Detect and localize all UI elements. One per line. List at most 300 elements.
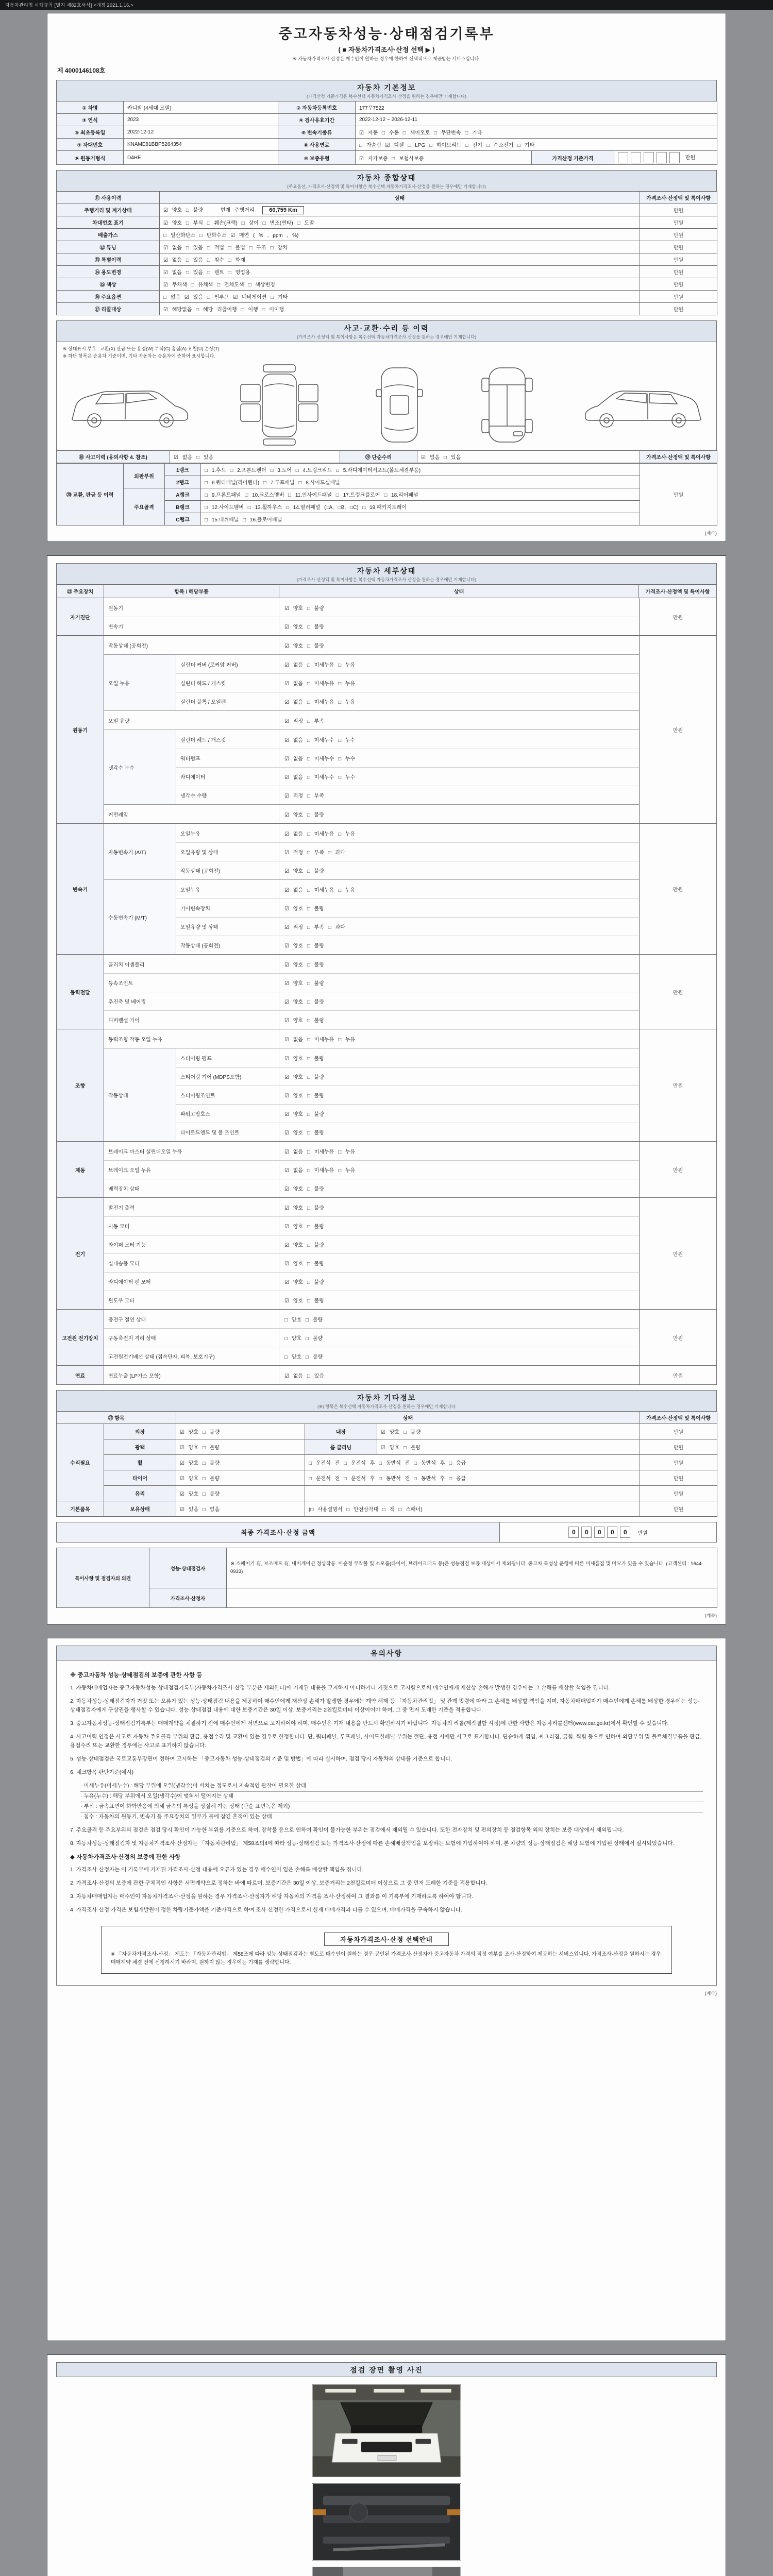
detail-row-name: 시동 모터 — [104, 1217, 279, 1235]
overall-header — [56, 170, 717, 191]
overall-price-cell: 만원 — [640, 291, 717, 303]
detail-row-state: ☑ 양호 □ 불량 — [284, 1130, 324, 1136]
etc-item-state: ☑ 양호 □ 불량 — [176, 1470, 305, 1486]
field-value-car-name: 카니발 (4세대 모델) — [124, 101, 278, 114]
etc-item-state: ☑ 있음 □ 없음 — [176, 1501, 305, 1517]
field-value-fuel: □ 가솔린 ☑ 디젤 □ LPG □ 하이브리드 □ 전기 □ 수소전기 □ 기타 — [356, 139, 717, 151]
basic-info-note: (가격산정 기준가격은 복수선택 자동차가격조사·산정을 원하는 경우에만 기재합니다) — [306, 94, 467, 99]
detail-row-name: 변속기 — [104, 617, 279, 635]
digit-box: 0 — [594, 1527, 604, 1538]
detail-row-name: 윈도우 모터 — [104, 1291, 279, 1309]
form-code-text: 자동차관리법 시행규칙 [별지 제82호서식] <개정 2021.1.16.> — [5, 3, 133, 8]
notices-header — [56, 1646, 717, 1660]
detail-subgroup-rows — [104, 711, 639, 730]
field-value-first-registered: 2022-12-12 — [124, 126, 278, 139]
detail-row — [104, 1010, 639, 1029]
detail-group-body — [104, 1029, 639, 1141]
detail-row — [176, 917, 639, 936]
notice-paragraph: · 부식 : 금속표면이 화학반응에 의해 금속의 특성을 상실해 가는 상태 (단순 표면녹은 제외) — [80, 1802, 703, 1811]
final-price-unit: 만원 — [637, 1530, 648, 1536]
etc-item-label: 보유상태 — [104, 1501, 176, 1517]
detail-row-state: ☑ 없음 □ 미세누유 □ 누유 — [284, 887, 356, 893]
accident-history-state: ☑ 없음 □ 있음 — [170, 451, 340, 463]
rank-label: 1랭크 — [165, 464, 201, 476]
detail-row-state: ☑ 양호 □ 불량 — [284, 1187, 324, 1192]
opinion-label: 특이사항 및 점검자의 의견 — [57, 1548, 149, 1608]
basic-items-list: (□ 사용설명서 □ 안전삼각대 □ 잭 □ 스패너) — [305, 1501, 640, 1517]
detail-row — [176, 692, 639, 710]
section-notices — [56, 1646, 717, 1986]
detail-column-header — [56, 584, 717, 598]
field-label-warranty-type: ⑩ 보증유형 — [278, 151, 356, 165]
detail-row-name: 라디에이터 팬 모터 — [104, 1273, 279, 1291]
detail-row — [176, 842, 639, 861]
basic-info-title: 자동차 기본정보 — [357, 83, 416, 92]
detail-subgroup — [104, 879, 639, 954]
field-label-vin: ⑦ 차대번호 — [57, 139, 124, 151]
detail-row-state: ☑ 양호 □ 불량 — [284, 643, 324, 649]
notice-paragraph: 1. 가격조사·산정자는 이 기록부에 기재된 가격조사·산정 내용에 오류가 있는 경우 매수인이 입은 손해를 배상할 책임을 집니다. — [70, 1867, 364, 1873]
detail-row — [104, 598, 639, 617]
detail-subgroup-label: 냉각수 누수 — [104, 730, 176, 804]
detail-row — [104, 636, 639, 654]
accident-history-label: ⑱ 사고이력 (유의사항 4. 참조) — [57, 451, 170, 463]
etc-note: (※) 항목은 복수선택 자동차가격조사·산정을 원하는 경우에만 기재합니다 — [317, 1404, 456, 1409]
etc-price-cell: 만원 — [640, 1439, 717, 1455]
etc-item-state: ☑ 양호 □ 불량 — [377, 1424, 640, 1439]
detail-group-price: 만원 — [639, 1142, 716, 1197]
detail-row-name: 실린더 커버 (로커암 커버) — [176, 655, 279, 673]
etc-col-item: ㉒ 항목 — [57, 1412, 176, 1424]
etc-price-cell: 만원 — [640, 1424, 717, 1439]
overall-price-cell: 만원 — [640, 216, 717, 229]
etc-item-state: ☑ 양호 □ 불량 — [176, 1486, 305, 1501]
notice-paragraph: 3. 중고자동차성능·상태점검기록부는 매매계약을 체결하기 전에 매수인에게 서면으로 고지하여야 하며, 매수인은 기재 내용을 반드시 확인하시기 바랍니다. 자동차의 리콜(제작결함 시정)에 관한 사항은 자동차리콜센터(www.car.go.kr)에서 확인할 수 있습니다. — [70, 1720, 669, 1726]
detail-row-name: 라디에이터 — [176, 768, 279, 786]
overall-state-cell: □ 일산화탄소 □ 탄화수소 ☑ 매연 ( % , ppm , %) — [160, 229, 640, 241]
detail-row — [176, 673, 639, 692]
etc-item-label: 내장 — [305, 1424, 377, 1439]
detail-row-state: ☑ 양호 □ 불량 — [284, 1224, 324, 1230]
field-value-inspection-period: 2022-12-12 ~ 2026-12-11 — [356, 114, 717, 126]
notice-paragraph: 8. 자동차성능·상태점검자 및 자동차가격조사·산정자는 「자동차관리법」 제58조의4에 따라 성능·상태점검 또는 가격조사·산정에 따른 손해배상책임을 보장하는 보험에 가입하여야 하며, 본 차량의 성능·상태점검은 해당 보험에 가입된 상태에서 실시되었습니다. — [70, 1840, 675, 1846]
overall-state-cell: ☑ 없음 □ 있음 □ 렌트 □ 영업용 — [160, 266, 640, 278]
detail-row-state: ☑ 양호 □ 불량 — [284, 869, 324, 874]
detail-subgroup-rows — [104, 1029, 639, 1048]
accident-header — [56, 320, 717, 342]
guide-title: 자동차가격조사·산정 선택안내 — [324, 1933, 449, 1946]
detail-subgroup — [104, 710, 639, 730]
detail-subgroup-rows — [104, 955, 639, 1029]
rank-label: C랭크 — [165, 513, 201, 526]
notice-paragraph: · 침수 : 자동차의 원동기, 변속기 등 주요장치의 일부가 물에 잠긴 흔적이 있는 상태 — [80, 1812, 703, 1821]
notice-paragraph: 2. 가격조사·산정의 보증에 관한 구체적인 사항은 서면계약으로 정하는 바에 따르며, 보증기간은 30일 이상, 보증거리는 2천킬로미터 이상으로 그 중 먼저 도래한 기준을 적용합니다. — [70, 1880, 488, 1886]
digit-box — [644, 152, 654, 163]
overall-row-label: 주행거리 및 계기상태 — [57, 204, 160, 216]
detail-col-price: 가격조사·산정액 및 특이사항 — [645, 589, 710, 595]
detail-row-state: ☑ 적정 □ 부족 — [284, 718, 324, 724]
detail-row-name: 오일유량 및 상태 — [176, 918, 279, 936]
detail-subgroup-rows — [104, 598, 639, 635]
detail-row-name: 오일유량 및 상태 — [176, 843, 279, 861]
detail-row-name: 발전기 출력 — [104, 1198, 279, 1216]
detail-row — [176, 767, 639, 786]
detail-group-body — [104, 824, 639, 954]
detail-row — [176, 936, 639, 954]
detail-row — [176, 749, 639, 767]
detail-subgroup-rows — [104, 805, 639, 823]
detail-group-name: 연료 — [57, 1366, 104, 1384]
continuation-marker: (계속) — [704, 1613, 717, 1618]
detail-subgroup — [104, 636, 639, 654]
final-price-row — [56, 1522, 717, 1543]
detail-row-state: ☑ 양호 □ 불량 — [284, 1093, 324, 1099]
overall-col-price: 가격조사·산정액 및 특이사항 — [640, 192, 717, 204]
detail-subgroup-rows — [176, 880, 639, 954]
detail-subgroup-rows — [176, 1048, 639, 1141]
form-code-bar — [0, 0, 773, 10]
rank-items: □ 15.대쉬패널 □ 16.플로어패널 — [201, 513, 640, 526]
detail-group-body — [104, 1366, 639, 1384]
detail-row-state: □ 양호 □ 불량 — [284, 1317, 323, 1323]
guide-body: ※ 「자동차가격조사·산정」 제도는 「자동차관리법」 제58조에 따라 성능·상태점검과는 별도로 매수인이 원하는 경우 공인된 가격조사·산정자가 중고자동차 가격의 적정 여부를 조사·산정하여 제공하는 서비스입니다. 가격조사·산정을 원하시는 경우 매매계약 체결 전에 신청하시기 바라며, 원하지 않는 경우에는 기재를 생략합니다. — [111, 1952, 661, 1965]
etc-item-label: 휠 — [104, 1455, 176, 1470]
detail-row-state: ☑ 없음 □ 미세누유 □ 누유 — [284, 1168, 356, 1174]
field-value-warranty-type: ☑ 자가보증 □ 보험사보증 — [356, 151, 532, 165]
detail-row — [104, 1160, 639, 1179]
notice-paragraph: · 미세누유(미세누수) : 해당 부위에 오일(냉각수)이 비치는 정도로서 지속적인 관찰이 필요한 상태 — [80, 1783, 306, 1789]
detail-row-name: 브레이크 마스터 실린더오일 누유 — [104, 1142, 279, 1160]
photo-underbody — [312, 2483, 461, 2561]
detail-subgroup-label: 수동변속기 (M/T) — [104, 880, 176, 954]
detail-row-name: 와이퍼 모터 기능 — [104, 1235, 279, 1253]
overall-table — [56, 191, 717, 315]
detail-row-name: 실린더 헤드 / 개스킷 — [176, 730, 279, 749]
detail-row-name: 실린더 헤드 / 개스킷 — [176, 674, 279, 692]
etc-table — [56, 1411, 717, 1517]
exchange-rank-table — [56, 463, 717, 526]
overall-state-cell: □ 없음 ☑ 있음 □ 썬루프 ☑ 네비게이션 □ 기타 — [160, 291, 640, 303]
photos-title: 점검 장면 촬영 사진 — [350, 2366, 423, 2374]
field-value-base-price — [614, 151, 717, 165]
etc-price-cell: 만원 — [640, 1470, 717, 1486]
detail-group-price: 만원 — [639, 1310, 716, 1365]
detail-row-name: 실내송풍 모터 — [104, 1254, 279, 1272]
detail-row-state: ☑ 양호 □ 불량 — [284, 624, 324, 630]
field-value-engine-type: D4HE — [124, 151, 278, 165]
overall-row-label: ⑫ 튜닝 — [57, 241, 160, 253]
detail-subgroup — [104, 1048, 639, 1141]
notice-paragraph: 3. 자동차매매업자는 매수인이 자동차가격조사·산정을 원하는 경우 가격조사·산정자가 해당 자동차의 가격을 조사·산정하여 그 결과를 이 기록부에 기재하도록 하여야 합니다. — [70, 1893, 473, 1900]
page-gap — [0, 542, 773, 555]
rank-label: A랭크 — [165, 488, 201, 501]
notices-list — [70, 1684, 703, 1848]
final-price-digit-boxes — [568, 1527, 630, 1538]
etc-price-cell: 만원 — [640, 1486, 717, 1501]
digit-box: 0 — [607, 1527, 617, 1538]
rank-label: 2랭크 — [165, 476, 201, 488]
basic-info-header — [56, 80, 717, 101]
section-etc-info — [56, 1390, 717, 1517]
detail-row-name: 오일누유 — [176, 824, 279, 842]
mileage-state: ☑ 양호 □ 불량 — [163, 208, 203, 213]
tire-position-options: □ 운전석 전 □ 운전석 후 □ 동반석 전 □ 동반석 후 □ 응급 — [305, 1470, 640, 1486]
overall-title: 자동차 종합상태 — [357, 174, 416, 182]
document-subnote: ※ 자동차가격조사·산정은 매수인이 원하는 경우에 한하여 선택적으로 제공받는 서비스입니다. — [293, 56, 480, 61]
overall-state-cell: ☑ 없음 □ 있음 □ 침수 □ 화재 — [160, 253, 640, 266]
detail-row-state: ☑ 양호 □ 불량 — [284, 962, 324, 968]
detail-row-name: 원동기 — [104, 598, 279, 617]
detail-row — [104, 1253, 639, 1272]
detail-col-item: 항목 / 해당부품 — [104, 585, 279, 598]
detail-row-name: 스티어링 기어 (MDPS포함) — [176, 1067, 279, 1086]
detail-group-price: 만원 — [639, 1029, 716, 1141]
detail-row-state: ☑ 양호 □ 불량 — [284, 906, 324, 912]
etc-col-state: 상태 — [176, 1412, 640, 1424]
accident-note: (가격조사·산정액 및 특이사항은 복수선택 자동차가격조사·산정을 원하는 경우에만 기재합니다) — [296, 334, 477, 340]
field-label-reg-number: ② 자동차등록번호 — [278, 101, 356, 114]
detail-row-state: ☑ 없음 □ 미세누유 □ 누유 — [284, 1149, 356, 1155]
notices-title: 유의사항 — [370, 1649, 403, 1657]
main-frame-label: 주요골격 — [124, 488, 165, 526]
etc-item-state: ☑ 양호 □ 불량 — [176, 1439, 305, 1455]
detail-row-name: 작동상태 (공회전) — [176, 936, 279, 954]
detail-row-state: ☑ 없음 □ 미세누수 □ 누수 — [284, 775, 356, 781]
overall-state-cell: ☑ 양호 □ 부식 □ 훼손(크랙) □ 상이 □ 변조(변타) □ 도말 — [160, 216, 640, 229]
detail-row-name: 워터펌프 — [176, 749, 279, 767]
detail-row — [104, 1179, 639, 1197]
accident-state-table — [56, 450, 717, 463]
detail-group — [56, 1029, 717, 1142]
document-number: 제 4000146108호 — [57, 67, 106, 74]
detail-group — [56, 1366, 717, 1385]
notice-paragraph: 4. 가격조사·산정 가격은 보험개발원이 정한 차량기준가액을 기준가격으로 하여 조사·산정한 가격으로서 실제 매매가격과 다를 수 있으며, 매매가격을 구속하지 않습니다. — [70, 1907, 462, 1913]
field-label-car-name: ① 차명 — [57, 101, 124, 114]
detail-subgroup-rows — [176, 730, 639, 804]
detail-row — [104, 1198, 639, 1216]
overall-col-item: ⑪ 사용이력 — [57, 192, 160, 204]
field-value-transmission: ☑ 자동 □ 수동 □ 세미오토 □ 무단변속 □ 기타 — [356, 126, 717, 139]
detail-row-name: 작동상태 (공회전) — [104, 636, 279, 654]
detail-group-body — [104, 1198, 639, 1309]
overall-row-label: ⑭ 용도변경 — [57, 266, 160, 278]
detail-row-state: ☑ 적정 □ 부족 □ 과다 — [284, 925, 345, 930]
detail-row-name: 등속조인트 — [104, 974, 279, 992]
detail-subgroup — [104, 1198, 639, 1309]
car-diagram-exploded — [230, 364, 328, 446]
overall-price-cell: 만원 — [640, 266, 717, 278]
detail-group — [56, 636, 717, 824]
inspection-photos — [56, 2384, 717, 2576]
detail-subgroup-label: 자동변속기 (A/T) — [104, 824, 176, 879]
page-3 — [47, 1638, 726, 2341]
detail-row-name: 연료누출 (LP가스 포함) — [104, 1366, 279, 1384]
overall-state-cell: ☑ 무채색 □ 유채색 □ 전체도색 □ 색상변경 — [160, 278, 640, 291]
page-1 — [47, 13, 726, 542]
overall-row-label: ⑬ 특별이력 — [57, 253, 160, 266]
detail-row-state: ☑ 양호 □ 불량 — [284, 605, 324, 612]
detail-row-state: ☑ 양호 □ 불량 — [284, 1243, 324, 1248]
etc-header — [56, 1390, 717, 1411]
detail-row-state: ☑ 없음 □ 미세누수 □ 누수 — [284, 756, 356, 762]
field-label-base-price: 가격산정 기준가격 — [532, 151, 614, 165]
detail-row-state: ☑ 양호 □ 불량 — [284, 943, 324, 949]
detail-row — [104, 1216, 639, 1235]
opinion-text-inspector: ※ 스페어키 有, 보조매트 有, 내비게이션 정상작동. 비순정 부착물 및 소모품(타이어, 브레이크패드 등)은 성능점검 보증 대상에서 제외됩니다. 중고차 특성상 운행에 따른 미세흠집 및 마모가 있을 수 있습니다. (고객센터 : 1644-0933) — [227, 1548, 717, 1588]
overall-price-cell: 만원 — [640, 204, 717, 216]
etc-col-price: 가격조사·산정액 및 특이사항 — [640, 1412, 717, 1424]
etc-item-state: ☑ 양호 □ 불량 — [176, 1455, 305, 1470]
etc-price-cell: 만원 — [640, 1501, 717, 1517]
detail-row-state: ☑ 양호 □ 불량 — [284, 1018, 324, 1024]
detail-group-name: 자기진단 — [57, 598, 104, 635]
car-diagram-side-right — [578, 379, 707, 431]
page-4 — [47, 2354, 726, 2576]
detail-subgroup-rows — [176, 824, 639, 879]
detail-row-name: 스티어링조인트 — [176, 1086, 279, 1104]
etc-price-cell: 만원 — [640, 1455, 717, 1470]
detail-row — [104, 1272, 639, 1291]
detail-row-name: 고전원전기배선 상태 (접속단자, 피복, 보호기구) — [104, 1347, 279, 1365]
detail-group-body — [104, 1310, 639, 1365]
mileage-state-cell — [160, 204, 640, 216]
digit-box — [631, 152, 641, 163]
detail-col-state: 상태 — [279, 585, 639, 598]
detail-subgroup — [104, 1366, 639, 1384]
detail-row — [104, 805, 639, 823]
detail-group — [56, 1142, 717, 1198]
notice-paragraph: · 누유(누수) : 해당 부위에서 오일(냉각수)이 맺혀서 떨어지는 상태 — [80, 1791, 703, 1801]
overall-row-label: ⑯ 주요옵션 — [57, 291, 160, 303]
detail-group-name: 원동기 — [57, 636, 104, 823]
mileage-label: 현재 주행거리 — [220, 208, 255, 213]
inspector-opinion-table — [56, 1548, 717, 1608]
digit-box: 0 — [620, 1527, 630, 1538]
opinion-role-appraiser: 가격조사·산정자 — [149, 1588, 227, 1608]
detail-row-state: ☑ 없음 □ 미세누유 □ 누유 — [284, 831, 356, 837]
continuation-marker: (계속) — [704, 1991, 717, 1996]
detail-row-name: 디퍼렌셜 기어 — [104, 1011, 279, 1029]
detail-row-name: 스티어링 펌프 — [176, 1048, 279, 1067]
detail-row-state: ☑ 양호 □ 불량 — [284, 981, 324, 987]
detail-subgroup-label: 오일 누유 — [104, 655, 176, 710]
detail-row-state: ☑ 양호 □ 불량 — [284, 1075, 324, 1080]
base-price-digit-boxes — [618, 152, 680, 163]
overall-state-cell: ☑ 해당없음 □ 해당 리콜이행 □ 이행 □ 미이행 — [160, 303, 640, 315]
detail-row — [176, 1086, 639, 1104]
detail-group-body — [104, 955, 639, 1029]
etc-item-label: 외장 — [104, 1424, 176, 1439]
photo-front-hood-open — [312, 2384, 461, 2477]
detail-group-name: 변속기 — [57, 824, 104, 954]
detail-row-name: 커먼레일 — [104, 805, 279, 823]
price-appraisal-guide-box — [101, 1926, 672, 1974]
etc-item-label: 광택 — [104, 1439, 176, 1455]
detail-row — [176, 1048, 639, 1067]
detail-row — [104, 1142, 639, 1160]
detail-row-name: 브레이크 오일 누유 — [104, 1161, 279, 1179]
detail-group-body — [104, 636, 639, 823]
overall-state-cell: ☑ 없음 □ 있음 □ 적법 □ 불법 □ 구조 □ 장치 — [160, 241, 640, 253]
detail-row — [104, 973, 639, 992]
detail-subgroup-rows — [104, 636, 639, 654]
accident-price-head: 가격조사·산정액 및 특이사항 — [640, 451, 717, 463]
outer-panel-label: 외판부위 — [124, 464, 165, 488]
notice-paragraph: 1. 자동차매매업자는 중고자동차성능·상태점검기록부(자동차가격조사·산정 부분은 제외한다)에 기재된 내용을 고지하지 아니하거나 거짓으로 고지함으로써 매수인에게 재산상 손해가 발생한 경우에는 그 손해를 배상할 책임을 집니다. — [70, 1685, 610, 1691]
continuation-marker: (계속) — [704, 531, 717, 536]
detail-row-state: ☑ 양호 □ 불량 — [284, 1280, 324, 1285]
detail-subgroup — [104, 1142, 639, 1197]
detail-row — [176, 824, 639, 842]
detail-group-price: 만원 — [639, 955, 716, 1029]
detail-group-body — [104, 1142, 639, 1197]
detail-subgroup — [104, 1310, 639, 1365]
notice-paragraph: 2. 자동차성능·상태점검자가 거짓 또는 오류가 있는 성능·상태점검 내용을 제공하여 매수인에게 재산상 손해가 발생한 경우에는 계약 해제 등 「자동차관리법」 및 관계 법령에 따라 그 손해를 배상할 책임을 지며, 자동차매매업자가 매수인에게 손해를 배상한 경우에는 성능·상태점검자에게 구상권을 행사할 수 있습니다. 성능·상태점검 내용에 대한 보증기간은 30일 이상, 보증거리는 2천킬로미터 이상이어야 하며, 그 중 먼저 도래한 기준을 적용합니다. — [70, 1698, 700, 1713]
detail-subgroup-rows — [104, 1142, 639, 1197]
overall-col-state: 상태 — [160, 192, 640, 204]
detail-group — [56, 1198, 717, 1310]
detail-row — [176, 730, 639, 749]
price-notices-list — [70, 1866, 703, 1914]
rank-items: □ 6.쿼터패널(리어펜더) □ 7.루프패널 □ 8.사이드실패널 — [201, 476, 640, 488]
overall-price-cell: 만원 — [640, 303, 717, 315]
car-diagram-side-left — [66, 379, 195, 431]
etc-item-label: 타이어 — [104, 1470, 176, 1486]
simple-repair-label: ⑲ 단순수리 — [340, 451, 417, 463]
detail-row — [104, 711, 639, 730]
detail-row — [104, 1366, 639, 1384]
document-subtitle: ( ■ 자동차가격조사·산정 선택 ▶ ) — [338, 46, 435, 54]
rank-items: □ 1.후드 □ 2.프론트펜더 □ 3.도어 □ 4.트렁크리드 □ 5.라디에이터서포트(볼트체결부품) — [201, 464, 640, 476]
etc-item-state: ☑ 양호 □ 불량 — [377, 1439, 640, 1455]
detail-row — [104, 1291, 639, 1309]
exchange-price-cell: 만원 — [640, 464, 717, 526]
page-gap — [0, 2341, 773, 2354]
detail-row — [104, 1029, 639, 1048]
detail-group — [56, 824, 717, 955]
field-label-fuel: ⑧ 사용연료 — [278, 139, 356, 151]
detail-row-state: ☑ 없음 □ 미세누유 □ 누유 — [284, 700, 356, 705]
detail-note: (가격조사·산정액 및 특이사항은 복수선택 자동차가격조사·산정을 원하는 경우에만 기재합니다) — [296, 577, 477, 582]
field-label-model-year: ③ 연식 — [57, 114, 124, 126]
repair-needed-label: 수리필요 — [57, 1424, 104, 1501]
detail-title: 자동차 세부상태 — [357, 567, 416, 575]
etc-item-state — [305, 1486, 640, 1501]
detail-row — [104, 1328, 639, 1347]
overall-row-label: ⑮ 색상 — [57, 278, 160, 291]
detail-subgroup — [104, 654, 639, 710]
diagram-legend-2: ※ 하단 항목은 승용차 기준이며, 기타 자동차는 승용차에 준하여 표시합니다. — [63, 353, 215, 359]
detail-row-name: 충전구 절연 상태 — [104, 1310, 279, 1328]
etc-item-state: ☑ 양호 □ 불량 — [176, 1424, 305, 1439]
exchange-label: ⑳ 교환, 판금 등 이력 — [57, 464, 124, 526]
etc-item-label: 룸 클리닝 — [305, 1439, 377, 1455]
section-accident-history — [56, 320, 717, 526]
rank-label: B랭크 — [165, 501, 201, 513]
document-title: 중고자동차성능·상태점검기록부 — [278, 26, 495, 42]
etc-title: 자동차 기타정보 — [357, 1394, 416, 1402]
section-overall-condition — [56, 170, 717, 315]
overall-row-label: 배출가스 — [57, 229, 160, 241]
detail-subgroup — [104, 824, 639, 879]
opinion-text-appraiser — [227, 1588, 717, 1608]
overall-row-label: 차대번호 표기 — [57, 216, 160, 229]
diagram-legend-1: ※ 상태표시 부호 : 교환(X) 판금 또는 용접(W) 부식(C) 흠집(A) 요철(U) 손상(T) — [63, 346, 220, 351]
detail-row-state: ☑ 양호 □ 불량 — [284, 1205, 324, 1211]
detail-row-state: ☑ 양호 □ 불량 — [284, 1298, 324, 1304]
detail-row-name: 타이로드엔드 및 볼 조인트 — [176, 1123, 279, 1141]
car-diagram-bottom — [471, 364, 543, 446]
